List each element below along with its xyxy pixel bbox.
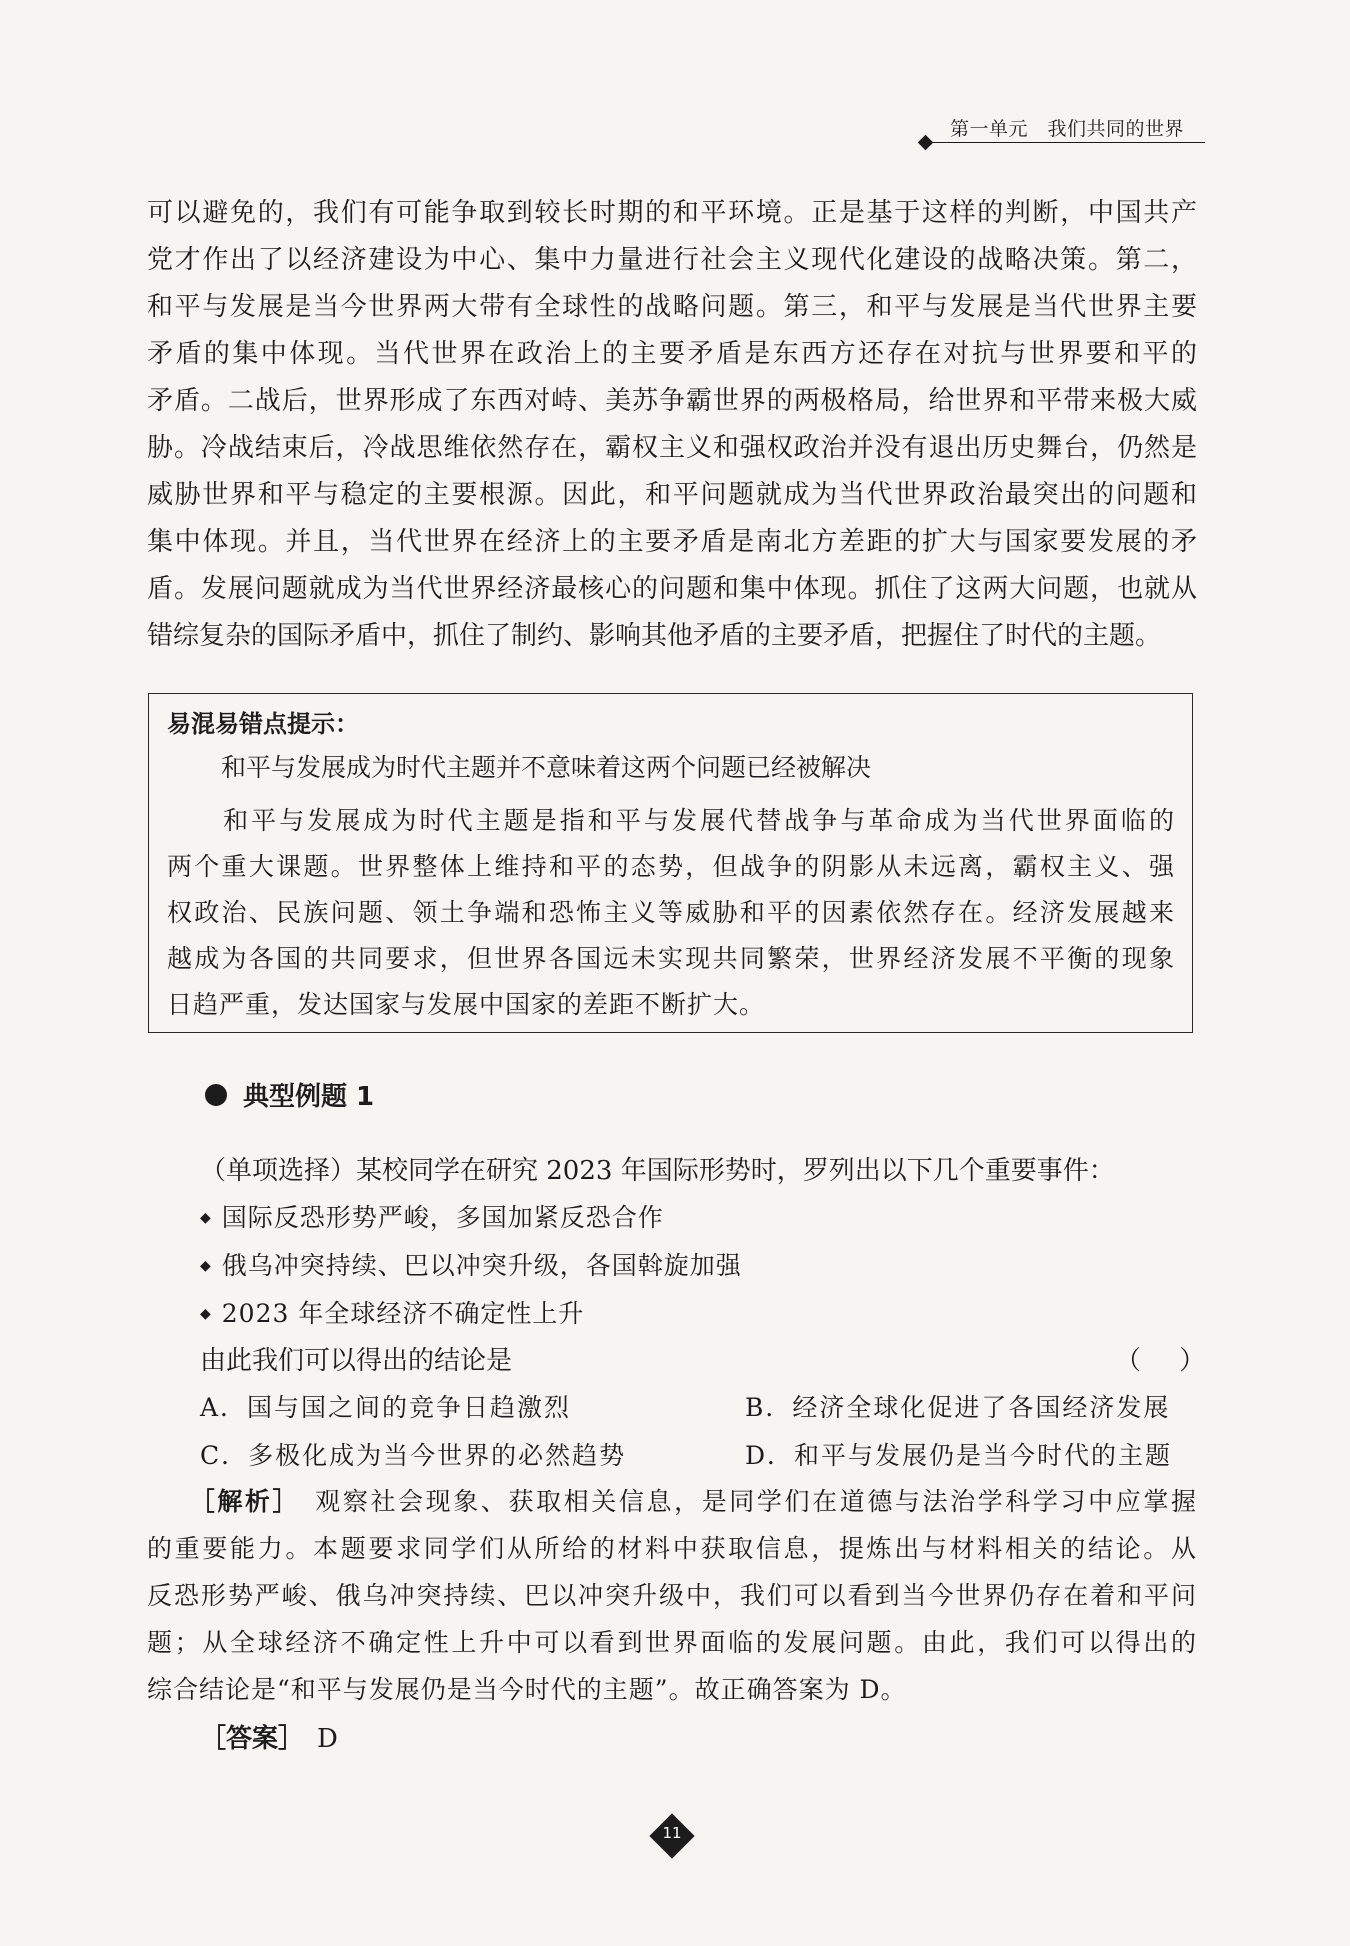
tip-body: [167, 798, 1175, 1028]
body-line: 矛盾的集中体现。当代世界在政治上的主要矛盾是东西方还存在对抗与世界要和平的: [147, 339, 1197, 369]
tip-box: [148, 693, 1193, 1033]
event-bullet: ◆ 2023 年全球经济不确定性上升: [200, 1299, 585, 1328]
tip-line: 和平与发展成为时代主题是指和平与发展代替战争与革命成为当代世界面临的: [167, 806, 1175, 835]
example-title: 典型例题 1: [243, 1082, 375, 1112]
analysis-line: 反恐形势严峻、俄乌冲突持续、巴以冲突升级中，我们可以看到当今世界仍存在着和平问: [147, 1581, 1197, 1610]
diamond-bullet-icon: ◆: [200, 1210, 212, 1226]
analysis-line: 题；从全球经济不确定性上升中可以看到世界面临的发展问题。由此，我们可以得出的: [147, 1628, 1197, 1657]
analysis-paragraph: [147, 1478, 1197, 1713]
body-line: 矛盾。二战后，世界形成了东西对峙、美苏争霸世界的两极格局，给世界和平带来极大威: [147, 386, 1197, 416]
question-intro: （单项选择）某校同学在研究 2023 年国际形势时，罗列出以下几个重要事件：: [200, 1156, 1115, 1186]
answer-value: D: [317, 1724, 338, 1754]
body-line: 盾。发展问题就成为当代世界经济最核心的问题和集中体现。抓住了这两大问题，也就从: [147, 574, 1197, 604]
body-line: 党才作出了以经济建设为中心、集中力量进行社会主义现代化建设的战略决策。第二，: [147, 245, 1197, 275]
question-stem: 由此我们可以得出的结论是: [200, 1346, 513, 1376]
tip-line: 两个重大课题。世界整体上维持和平的态势，但战争的阴影从未远离，霸权主义、强: [167, 852, 1175, 881]
diamond-bullet-icon: ◆: [200, 1258, 212, 1274]
body-line: 错综复杂的国际矛盾中，抓住了制约、影响其他矛盾的主要矛盾，把握住了时代的主题。: [147, 621, 1162, 651]
header-rule: [928, 142, 1205, 143]
option-c: C．多极化成为当今世界的必然趋势: [200, 1441, 627, 1470]
option-d: D．和平与发展仍是当今时代的主题: [745, 1441, 1173, 1470]
body-paragraph: [147, 190, 1197, 660]
event-bullet: ◆ 俄乌冲突持续、巴以冲突升级，各国斡旋加强: [200, 1251, 742, 1280]
analysis-line: 的重要能力。本题要求同学们从所给的材料中获取信息，提炼出与材料相关的结论。从: [147, 1534, 1197, 1563]
analysis-tag: ［解析］: [202, 1487, 288, 1516]
diamond-bullet-icon: ◆: [200, 1306, 212, 1322]
body-line: 可以避免的，我们有可能争取到较长时期的和平环境。正是基于这样的判断，中国共产: [147, 198, 1197, 228]
event-bullet: ◆ 国际反恐形势严峻，多国加紧反恐合作: [200, 1203, 664, 1232]
tip-line: 日趋严重，发达国家与发展中国家的差距不断扩大。: [167, 990, 766, 1019]
option-b: B．经济全球化促进了各国经济发展: [745, 1393, 1171, 1422]
body-line: 胁。冷战结束后，冷战思维依然存在，霸权主义和强权政治并没有退出历史舞台，仍然是: [147, 433, 1197, 463]
body-line: 集中体现。并且，当代世界在经济上的主要矛盾是南北方差距的扩大与国家要发展的矛: [147, 527, 1197, 557]
analysis-line: ［解析］ 观察社会现象、获取相关信息，是同学们在道德与法治学科学习中应掌握: [202, 1487, 1197, 1516]
tip-subtitle: 和平与发展成为时代主题并不意味着这两个问题已经被解决: [221, 753, 872, 782]
body-line: 和平与发展是当今世界两大带有全球性的战略问题。第三，和平与发展是当代世界主要: [147, 292, 1197, 322]
option-a: A．国与国之间的竞争日趋激烈: [200, 1393, 572, 1422]
page-number: 11: [650, 1814, 694, 1858]
tip-line: 权政治、民族问题、领土争端和恐怖主义等威胁和平的因素依然存在。经济发展越来: [167, 898, 1175, 927]
analysis-line: 综合结论是“和平与发展仍是当今时代的主题”。故正确答案为 D。: [147, 1675, 907, 1704]
answer-blank: （ ）: [1115, 1346, 1206, 1376]
header-title: 第一单元 我们共同的世界: [950, 118, 1185, 140]
answer-tag: ［答案］: [200, 1724, 292, 1754]
tip-line: 越成为各国的共同要求，但世界各国远未实现共同繁荣，世界经济发展不平衡的现象: [167, 944, 1175, 973]
answer-line: [200, 1718, 338, 1755]
tip-title: 易混易错点提示：: [167, 710, 359, 738]
body-line: 威胁世界和平与稳定的主要根源。因此，和平问题就成为当代世界政治最突出的问题和: [147, 480, 1197, 510]
running-header: [920, 114, 1205, 144]
